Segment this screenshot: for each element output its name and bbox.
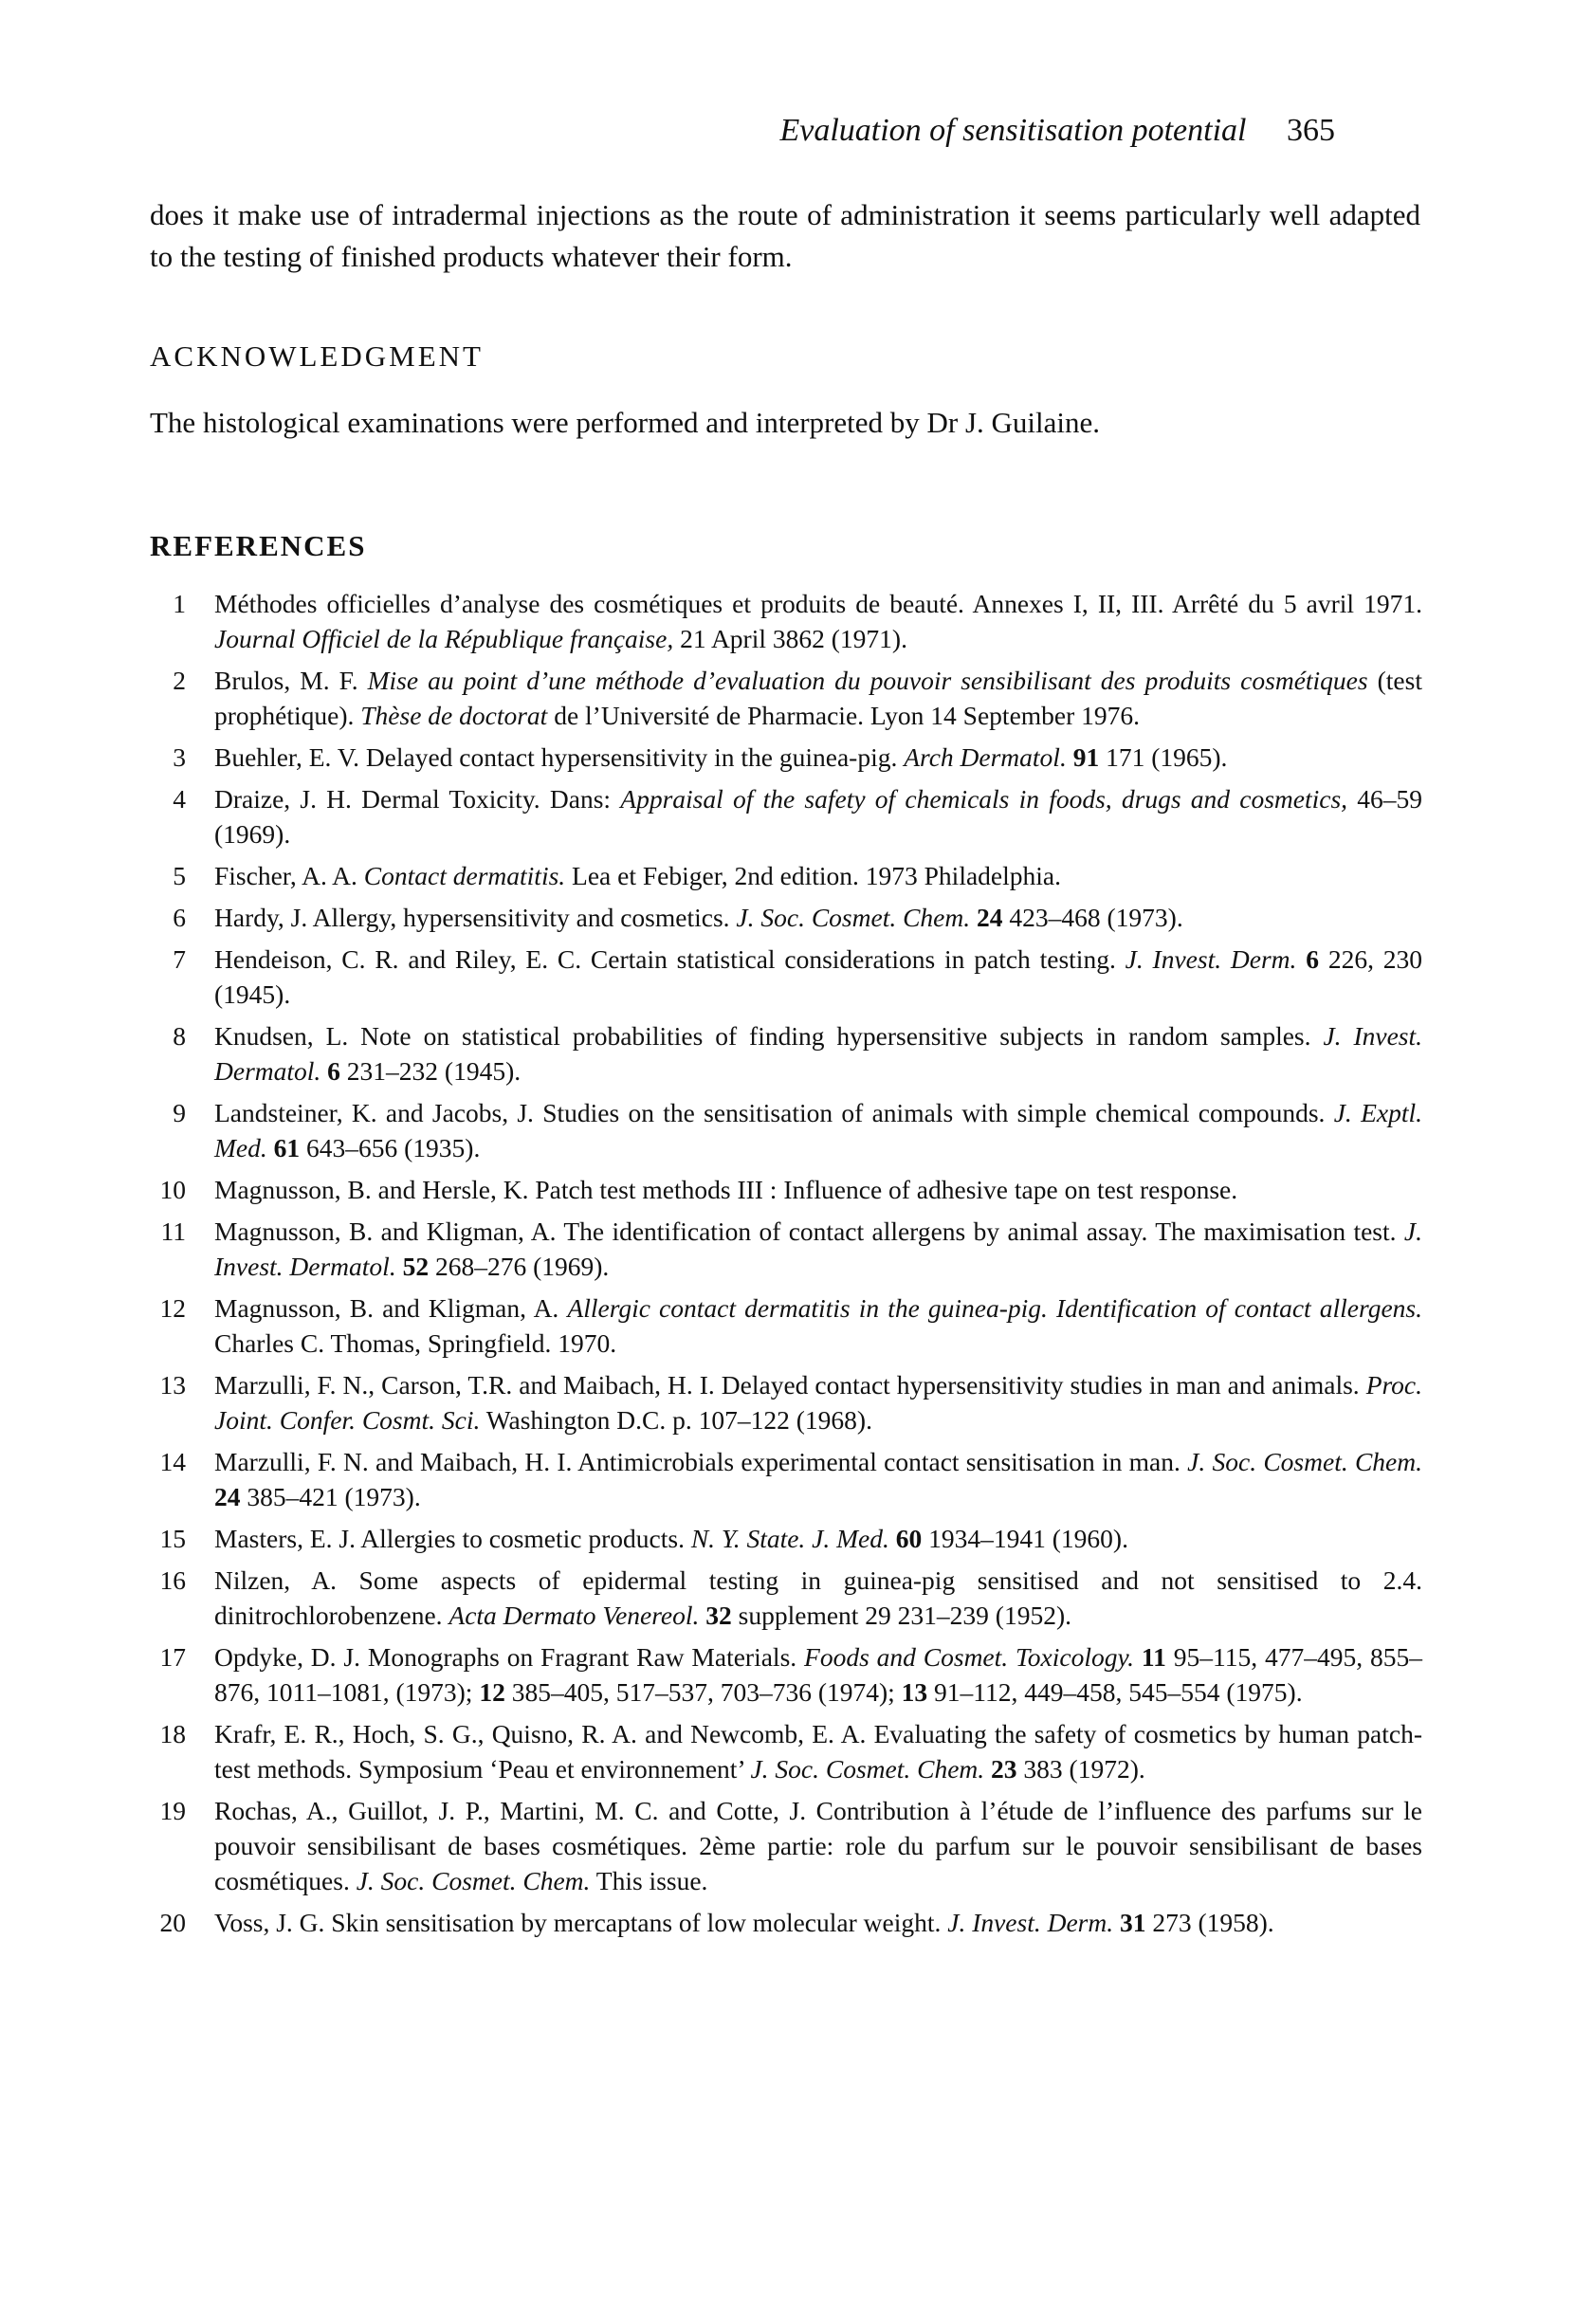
reference-segment: Landsteiner, K. and Jacobs, J. Studies on the sensitisation of animals with simple chemical compounds. — [214, 1098, 1334, 1127]
reference-segment: Hardy, J. Allergy, hypersensitivity and cosmetics. — [214, 903, 737, 932]
reference-segment: supplement 29 231–239 (1952). — [731, 1601, 1071, 1630]
reference-number: 6 — [173, 903, 186, 932]
reference-title: J. Exptl. Med. — [214, 1098, 1422, 1162]
reference-title: J. Soc. Cosmet. Chem. — [356, 1866, 591, 1895]
reference-segment: 95–115, 477–495, 855–876, 1011–1081, (1973); — [214, 1642, 1422, 1707]
reference-item — [133, 1563, 1422, 1633]
reference-segment: 643–656 (1935). — [300, 1133, 481, 1162]
reference-volume: 12 — [479, 1677, 505, 1707]
reference-volume: 32 — [705, 1601, 732, 1630]
reference-item — [133, 1905, 1422, 1940]
reference-segment — [396, 1252, 403, 1281]
reference-segment: Fischer, A. A. — [214, 861, 364, 890]
reference-volume: 11 — [1141, 1642, 1166, 1672]
reference-segment: 231–232 (1945). — [339, 1056, 522, 1086]
reference-item — [133, 1214, 1422, 1284]
reference-title: Journal Officiel de la République française, — [214, 624, 674, 653]
references-heading: REFERENCES — [150, 529, 367, 562]
reference-title: J. Soc. Cosmet. Chem. — [1187, 1447, 1422, 1476]
reference-title: J. Soc. Cosmet. Chem. — [750, 1754, 985, 1784]
reference-text — [214, 1642, 1422, 1707]
reference-segment: 385–405, 517–537, 703–736 (1974); — [504, 1677, 902, 1707]
reference-segment: 21 April 3862 (1971). — [673, 624, 907, 653]
reference-text — [214, 1175, 1237, 1204]
running-title: Evaluation of sensitisation potential — [779, 113, 1247, 148]
reference-item — [133, 1521, 1422, 1556]
reference-title: Acta Dermato Venereol. — [448, 1601, 700, 1630]
reference-text — [214, 944, 1422, 1009]
reference-segment: de l’Université de Pharmacie. Lyon 14 September 1976. — [547, 701, 1141, 730]
reference-text — [214, 666, 1422, 730]
reference-segment — [1296, 944, 1306, 974]
reference-text — [214, 1796, 1422, 1895]
reference-number: 4 — [173, 784, 186, 814]
continuation-paragraph: does it make use of intradermal injections as the route of administration it seems particularly well adapted to the testing of finished products whatever their form. — [150, 198, 1420, 273]
reference-segment: Rochas, A., Guillot, J. P., Martini, M. C. and Cotte, J. Contribution à l’étude de l’influence des parfums sur le pouvoir sensibilisant de bases cosmétiques. 2ème partie: role du parfum sur le pouvoir sensibilisant de bases cosmétiques. — [214, 1796, 1422, 1895]
reference-item — [133, 942, 1422, 1012]
reference-volume: 52 — [402, 1252, 430, 1281]
reference-segment — [984, 1754, 991, 1784]
reference-number: 14 — [159, 1447, 186, 1476]
reference-segment: This issue. — [590, 1866, 708, 1895]
reference-volume: 6 — [327, 1056, 340, 1086]
reference-title: Allergic contact dermatitis in the guinea-pig. Identification of contact allergens. — [567, 1293, 1422, 1323]
reference-segment: Nilzen, A. Some aspects of epidermal testing in guinea-pig sensitised and not sensitised to 2.4. dinitrochlorobenzene. — [214, 1565, 1422, 1630]
reference-segment: 171 (1965). — [1099, 742, 1228, 772]
reference-number: 11 — [160, 1217, 186, 1246]
reference-segment: 423–468 (1973). — [1002, 903, 1183, 932]
reference-text — [214, 1447, 1422, 1511]
reference-item — [133, 1367, 1422, 1437]
reference-number: 17 — [159, 1642, 186, 1672]
reference-segment: Knudsen, L. Note on statistical probabilities of finding hypersensitive subjects in random samples. — [214, 1021, 1324, 1051]
reference-number: 20 — [159, 1908, 186, 1937]
reference-segment: Hendeison, C. R. and Riley, E. C. Certain statistical considerations in patch testing. — [214, 944, 1126, 974]
reference-segment: Lea et Febiger, 2nd edition. 1973 Philadelphia. — [565, 861, 1061, 890]
reference-title: Thèse de doctorat — [360, 701, 548, 730]
reference-number: 3 — [173, 742, 186, 772]
reference-item — [133, 1639, 1422, 1710]
running-head — [779, 112, 1335, 150]
reference-segment: Brulos, M. F. — [214, 666, 368, 695]
page-number: 365 — [1287, 113, 1335, 148]
reference-text — [214, 1565, 1422, 1630]
reference-segment: Charles C. Thomas, Springfield. 1970. — [214, 1328, 617, 1358]
reference-title: Mise au point d’une méthode d’evaluation du pouvoir sensibilisant des produits cosmétiques — [367, 666, 1368, 695]
reference-volume: 61 — [273, 1133, 301, 1162]
reference-item — [133, 1444, 1422, 1514]
reference-segment: Magnusson, B. and Kligman, A. — [214, 1293, 568, 1323]
reference-segment — [889, 1524, 896, 1553]
reference-text — [214, 1719, 1422, 1784]
reference-number: 10 — [159, 1175, 186, 1204]
reference-volume: 91 — [1072, 742, 1100, 772]
reference-title: J. Invest. Dermatol. — [214, 1021, 1422, 1086]
reference-text — [214, 589, 1422, 653]
reference-title: J. Invest. Derm. — [1125, 944, 1297, 974]
reference-title: Proc. Joint. Confer. Cosmt. Sci. — [214, 1370, 1422, 1435]
reference-number: 16 — [159, 1565, 186, 1595]
reference-text — [214, 1524, 1128, 1553]
reference-segment — [1067, 742, 1073, 772]
reference-number: 12 — [159, 1293, 186, 1323]
reference-volume: 31 — [1119, 1908, 1146, 1937]
reference-segment: Masters, E. J. Allergies to cosmetic products. — [214, 1524, 691, 1553]
reference-title: Arch Dermatol. — [904, 742, 1067, 772]
reference-text — [214, 1217, 1422, 1281]
reference-segment: 385–421 (1973). — [240, 1482, 421, 1511]
reference-number: 15 — [159, 1524, 186, 1553]
reference-number: 18 — [159, 1719, 186, 1748]
reference-volume: 24 — [977, 903, 1003, 932]
reference-item — [133, 1793, 1422, 1898]
reference-segment: Marzulli, F. N. and Maibach, H. I. Antimicrobials experimental contact sensitisation in man. — [214, 1447, 1188, 1476]
acknowledgment-heading: ACKNOWLEDGMENT — [150, 339, 484, 373]
reference-text — [214, 1908, 1274, 1937]
reference-item — [133, 1172, 1422, 1207]
reference-text — [214, 861, 1061, 890]
reference-title: Appraisal of the safety of chemicals in foods, drugs and cosmetics, — [620, 784, 1348, 814]
reference-segment — [970, 903, 977, 932]
reference-text — [214, 742, 1227, 772]
reference-segment: Méthodes officielles d’analyse des cosmétiques et produits de beauté. Annexes I, II, III. Arrêté du 5 avril 1971. — [214, 589, 1422, 618]
reference-segment: 1934–1941 (1960). — [922, 1524, 1128, 1553]
reference-title: N. Y. State. J. Med. — [690, 1524, 889, 1553]
acknowledgment-text: The histological examinations were performed and interpreted by Dr J. Guilaine. — [150, 406, 1101, 439]
reference-segment: Krafr, E. R., Hoch, S. G., Quisno, R. A. and Newcomb, E. A. Evaluating the safety of cosmetics by human patch-test methods. Symposium ‘Peau et environnement’ — [214, 1719, 1422, 1784]
reference-segment: 226, 230 (1945). — [214, 944, 1423, 1009]
reference-number: 13 — [159, 1370, 186, 1400]
reference-number: 8 — [173, 1021, 186, 1051]
reference-segment: Buehler, E. V. Delayed contact hypersensitivity in the guinea-pig. — [214, 742, 905, 772]
reference-title: J. Invest. Dermatol. — [214, 1217, 1422, 1281]
reference-segment: Opdyke, D. J. Monographs on Fragrant Raw Materials. — [214, 1642, 805, 1672]
reference-volume: 24 — [214, 1482, 241, 1511]
reference-text — [214, 1021, 1422, 1086]
reference-volume: 23 — [991, 1754, 1017, 1784]
reference-number: 5 — [173, 861, 186, 890]
reference-segment: 91–112, 449–458, 545–554 (1975). — [927, 1677, 1303, 1707]
reference-item — [133, 663, 1422, 733]
reference-segment: 273 (1958). — [1145, 1908, 1274, 1937]
reference-segment — [1113, 1908, 1120, 1937]
reference-segment: Magnusson, B. and Hersle, K. Patch test methods III : Influence of adhesive tape on test response. — [214, 1175, 1238, 1204]
reference-segment: 268–276 (1969). — [429, 1252, 610, 1281]
reference-item — [133, 858, 1422, 893]
reference-item — [133, 1716, 1422, 1786]
reference-title: J. Invest. Derm. — [947, 1908, 1114, 1937]
reference-list — [133, 586, 1422, 1947]
reference-title: J. Soc. Cosmet. Chem. — [736, 903, 971, 932]
reference-title: Foods and Cosmet. Toxicology. — [804, 1642, 1135, 1672]
reference-item — [133, 781, 1422, 851]
reference-item — [133, 1018, 1422, 1089]
reference-number: 19 — [159, 1796, 186, 1825]
reference-number: 9 — [173, 1098, 186, 1127]
reference-segment: Draize, J. H. Dermal Toxicity. Dans: — [214, 784, 621, 814]
reference-segment: (test prophétique). — [214, 666, 1422, 730]
reference-title: Contact dermatitis. — [363, 861, 566, 890]
reference-segment — [267, 1133, 274, 1162]
reference-segment: Marzulli, F. N., Carson, T.R. and Maibach, H. I. Delayed contact hypersensitivity studies in man and animals. — [214, 1370, 1366, 1400]
reference-item — [133, 586, 1422, 656]
reference-item — [133, 1290, 1422, 1361]
reference-segment: Voss, J. G. Skin sensitisation by mercaptans of low molecular weight. — [214, 1908, 948, 1937]
reference-text — [214, 1370, 1422, 1435]
reference-text — [214, 1293, 1422, 1358]
reference-text — [214, 1098, 1422, 1162]
reference-item — [133, 1095, 1422, 1165]
reference-number: 7 — [173, 944, 186, 974]
reference-segment: 46–59 (1969). — [214, 784, 1423, 849]
reference-segment: Magnusson, B. and Kligman, A. The identification of contact allergens by animal assay. The maximisation test. — [214, 1217, 1404, 1246]
reference-text — [214, 903, 1183, 932]
reference-number: 2 — [173, 666, 186, 695]
reference-item — [133, 900, 1422, 935]
reference-text — [214, 784, 1422, 849]
reference-volume: 60 — [895, 1524, 923, 1553]
reference-volume: 13 — [901, 1677, 928, 1707]
reference-segment: 383 (1972). — [1016, 1754, 1145, 1784]
reference-segment — [1134, 1642, 1142, 1672]
reference-number: 1 — [173, 589, 186, 618]
reference-segment: Washington D.C. p. 107–122 (1968). — [480, 1405, 872, 1435]
reference-item — [133, 740, 1422, 775]
reference-volume: 6 — [1306, 944, 1319, 974]
